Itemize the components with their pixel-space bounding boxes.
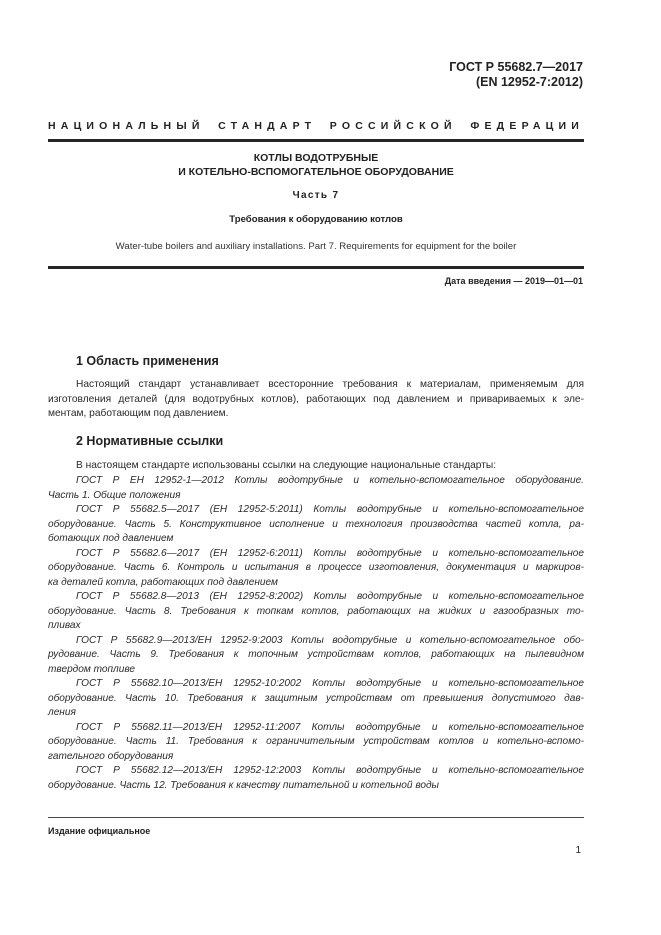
reference-line: ГОСТ Р 55682.6—2017 (ЕН 12952-6:2011) Котлы водотрубные и котельно-вспомогательное	[76, 547, 584, 559]
edition-note: Издание официальное	[48, 826, 151, 836]
reference-line: твердом топливе	[48, 663, 136, 675]
references-list	[48, 474, 584, 793]
reference-line: ГОСТ Р 55682.9—2013/ЕН 12952-9:2003 Котлы водотрубные и котельно-вспомогательное обо-	[76, 634, 584, 646]
reference-line: оборудование. Часть 10. Требования к защитным устройствам от превышения допустимого дав-	[48, 692, 584, 704]
paragraph-line: Настоящий стандарт устанавливает всесторонние требования к материалам, применяемым для	[76, 379, 584, 390]
gost-number-block	[449, 60, 583, 90]
reference-line: пливах	[48, 620, 81, 631]
reference-line: гательного оборудования	[48, 750, 174, 762]
title-line-1: КОТЛЫ ВОДОТРУБНЫЕ	[253, 152, 379, 164]
reference-line: ботающих под давлением	[48, 533, 174, 544]
reference-line: оборудование. Часть 6. Контроль и испытания в процессе изготовления, документация и маркиров-	[48, 562, 584, 573]
en-number: (EN 12952-7:2012)	[475, 75, 583, 89]
reference-line: ГОСТ Р 55682.8—2013 (ЕН 12952-8:2002) Котлы водотрубные и котельно-вспомогательное	[76, 591, 584, 602]
reference-line: оборудование. Часть 5. Конструктивное исполнение и технология производства частей котла, ра-	[48, 518, 584, 530]
paragraph-line: изготовления деталей (для водотрубных котлов), работающих под давлением и привариваемых к эле-	[48, 393, 584, 405]
reference-line: ГОСТ Р 55682.11—2013/ЕН 12952-11:2007 Котлы водотрубные и котельно-вспомогательное	[76, 721, 584, 733]
reference-line: ГОСТ Р 55682.12—2013/ЕН 12952-12:2003 Котлы водотрубные и котельно-вспомогательное	[76, 765, 584, 776]
reference-line: Часть 1. Общие положения	[48, 489, 181, 501]
title-bottom-rule	[48, 266, 584, 269]
reference-line: оборудование. Часть 11. Требования к ограничительным устройствам котлов и котельно-вспомо-	[48, 736, 584, 747]
reference-line: ГОСТ Р 55682.10—2013/ЕН 12952-10:2002 Котлы водотрубные и котельно-вспомогательное	[76, 678, 584, 689]
section-2-intro: В настоящем стандарте использованы ссылки на следующие национальные стандарты:	[76, 460, 497, 471]
section-1-heading: 1 Область применения	[76, 354, 219, 368]
document-title	[48, 151, 584, 179]
paragraph-line: ментам, работающим под давлением.	[48, 408, 229, 420]
reference-line: ления	[48, 707, 76, 718]
section-1-paragraph	[48, 378, 584, 422]
part-number: Часть 7	[292, 190, 340, 201]
gost-number: ГОСТ Р 55682.7—2017	[449, 60, 583, 74]
title-line-2: И КОТЕЛЬНО-ВСПОМОГАТЕЛЬНОЕ ОБОРУДОВАНИЕ	[178, 166, 454, 178]
standard-type: НАЦИОНАЛЬНЫЙ СТАНДАРТ РОССИЙСКОЙ ФЕДЕРАЦИИ	[48, 120, 584, 132]
date-introduced: Дата введения — 2019—01—01	[444, 276, 583, 286]
section-2-heading: 2 Нормативные ссылки	[76, 434, 224, 448]
reference-line: ГОСТ Р 55682.5—2017 (ЕН 12952-5:2011) Котлы водотрубные и котельно-вспомогательное	[76, 504, 584, 515]
part-title: Требования к оборудованию котлов	[229, 214, 403, 225]
english-title: Water-tube boilers and auxiliary installations. Part 7. Requirements for equipment for the boiler	[115, 241, 517, 252]
reference-line: оборудование. Часть 12. Требования к качеству питательной и котельной воды	[48, 779, 439, 791]
top-rule	[48, 139, 584, 142]
reference-line: ГОСТ Р ЕН 12952-1—2012 Котлы водотрубные и котельно-вспомогательное оборудование.	[76, 475, 584, 486]
footer-rule	[48, 817, 584, 818]
reference-line: оборудование. Часть 8. Требования к топкам котлов, работающих на жидких и газообразных то-	[48, 605, 584, 617]
page-number: 1	[575, 845, 581, 856]
reference-line: рудование. Часть 9. Требования к топочным устройствам котлов, работающих на пылевидном	[48, 649, 584, 660]
reference-line: ка деталей котла, работающих под давлением	[48, 576, 278, 588]
